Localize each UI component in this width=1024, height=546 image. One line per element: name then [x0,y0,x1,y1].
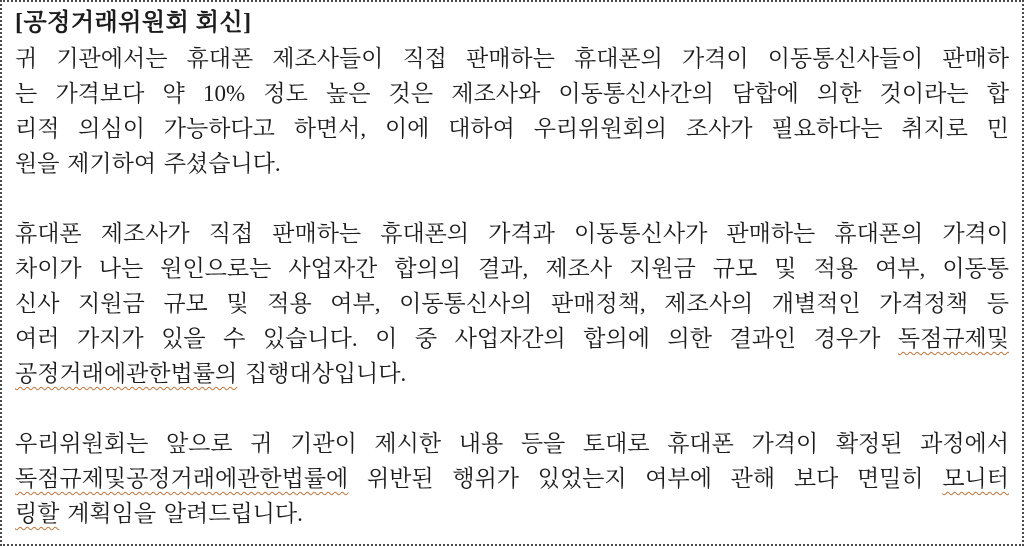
text-line: 는 가격보다 약 10% 정도 높은 것은 제조사와 이동통신사간의 담합에 의한 것이라는 합 [15,81,1009,106]
text-line [15,356,1009,391]
text-line: 신사 지원금 규모 및 적용 여부, 이동통신사의 판매정책, 제조사의 개별적인 가격정책 등 [15,291,1009,316]
text-line: 우리위원회는 앞으로 귀 기관이 제시한 내용 등을 토대로 휴대폰 가격이 확정된 과정에서 [15,431,1009,456]
text-segment: 여러 가지가 있을 수 있습니다. 이 중 사업자간의 합의에 의한 결과인 경우가 [15,326,898,351]
paragraph-spacer [15,181,1009,216]
text-line [15,496,1009,531]
paragraph-spacer [15,391,1009,426]
misspelled-word-underline: 독점규제및공정거래에관한법률에 [15,466,349,491]
text-line: 리적 의심이 가능하다고 하면서, 이에 대하여 우리위원회의 조사가 필요하다는 취지로 민 [15,116,1009,141]
text-segment: 계획임을 알려드립니다. [59,501,303,526]
text-line: 귀 기관에서는 휴대폰 제조사들이 직접 판매하는 휴대폰의 가격이 이동통신사들이 판매하 [15,46,1009,71]
text-line: 차이가 나는 원인으로는 사업자간 합의의 결과, 제조사 지원금 규모 및 적용 여부, 이동통 [15,256,1009,281]
misspelled-word-underline: 링할 [15,501,60,526]
misspelled-word-underline: 공정거래에관한법률의 [15,361,238,386]
text-segment: 집행대상입니다. [237,361,407,386]
document-title: [공정거래위원회 회신] [15,10,252,36]
text-line [15,321,1009,356]
misspelled-word-underline: 독점규제및 [897,326,1009,351]
text-line: 휴대폰 제조사가 직접 판매하는 휴대폰의 가격과 이동통신사가 판매하는 휴대폰의 가격이 [15,221,1009,246]
misspelled-word-underline: 모니터 [942,466,1009,491]
text-line [15,461,1009,496]
text-segment: 위반된 행위가 있었는지 여부에 관해 보다 면밀히 [348,466,943,491]
text-line: 원을 제기하여 주셨습니다. [15,151,281,176]
